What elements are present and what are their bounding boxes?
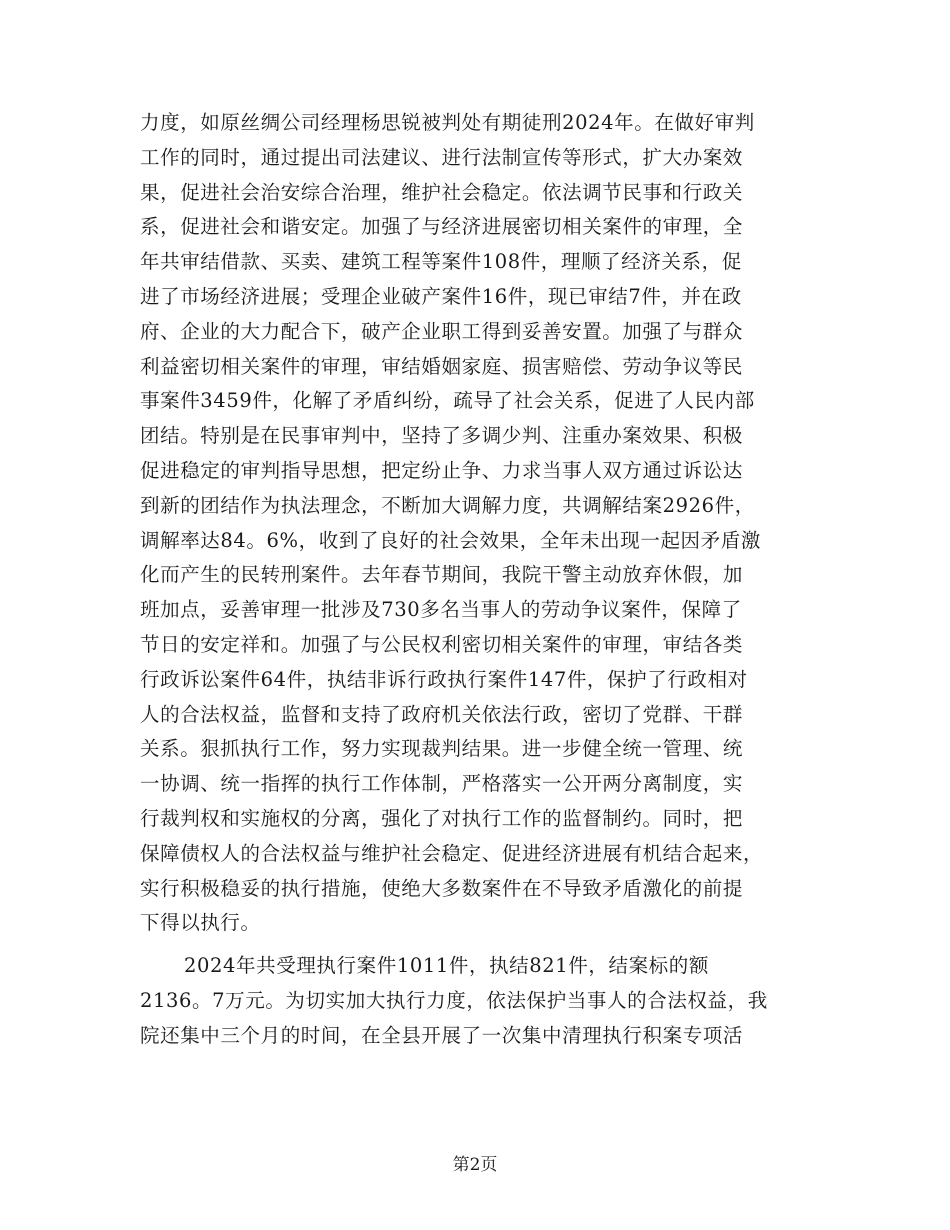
text-line: 年共审结借款、买卖、建筑工程等案件108件，理顺了经济关系，促 <box>140 250 742 274</box>
text-line: 2024年共受理执行案件1011件，执结821件，结案标的额 <box>184 954 709 978</box>
body-text <box>140 106 820 1054</box>
text-line: 促进稳定的审判指导思想，把定纷止争、力求当事人双方通过诉讼达 <box>140 458 744 482</box>
paragraph-gap <box>140 941 820 949</box>
text-line: 力度，如原丝绸公司经理杨思锐被判处有期徒刑2024年。在做好审判 <box>140 111 755 134</box>
text-line: 化而产生的民转刑案件。去年春节期间，我院干警主动放弃休假，加 <box>140 563 744 587</box>
text-line: 保障债权人的合法权益与维护社会稳定、促进经济进展有机结合起来， <box>140 841 764 865</box>
text-line: 行裁判权和实施权的分离，强化了对执行工作的监督制约。同时，把 <box>140 806 744 830</box>
text-line: 院还集中三个月的时间，在全县开展了一次集中清理执行积案专项活 <box>140 1023 744 1047</box>
text-line: 下得以执行。 <box>140 911 261 935</box>
text-line: 团结。特别是在民事审判中，坚持了多调少判、注重办案效果、积极 <box>140 424 744 448</box>
text-line: 府、企业的大力配合下，破产企业职工得到妥善安置。加强了与群众 <box>140 319 744 343</box>
text-line: 事案件3459件，化解了矛盾纠纷，疏导了社会关系，促进了人民内部 <box>140 389 755 413</box>
paragraph <box>140 106 820 941</box>
text-line: 节日的安定祥和。加强了与公民权利密切相关案件的审理，审结各类 <box>140 632 744 656</box>
text-line: 人的合法权益，监督和支持了政府机关依法行政，密切了党群、干群 <box>140 702 744 726</box>
text-line: 行政诉讼案件64件，执结非诉行政执行案件147件，保护了行政相对 <box>140 667 748 691</box>
text-line: 关系。狠抓执行工作，努力实现裁判结果。进一步健全统一管理、统 <box>140 737 744 761</box>
text-line: 利益密切相关案件的审理，审结婚姻家庭、损害赔偿、劳动争议等民 <box>140 354 744 378</box>
text-line: 工作的同时，通过提出司法建议、进行法制宣传等形式，扩大办案效 <box>140 145 744 169</box>
text-line: 系，促进社会和谐安定。加强了与经济进展密切相关案件的审理，全 <box>140 215 744 239</box>
text-line: 进了市场经济进展；受理企业破产案件16件，现已审结7件，并在政 <box>140 284 742 308</box>
text-line: 一协调、统一指挥的执行工作体制，严格落实一公开两分离制度，实 <box>140 772 744 796</box>
text-line: 2136。7万元。为切实加大执行力度，依法保护当事人的合法权益，我 <box>140 988 768 1012</box>
paragraph <box>140 949 820 1053</box>
page-number: 第2页 <box>452 1155 498 1175</box>
text-line: 班加点，妥善审理一批涉及730多名当事人的劳动争议案件，保障了 <box>140 598 742 622</box>
text-line: 到新的团结作为执法理念，不断加大调解力度，共调解结案2926件， <box>140 493 755 517</box>
text-line: 果，促进社会治安综合治理，维护社会稳定。依法调节民事和行政关 <box>140 180 744 204</box>
text-line: 调解率达84。6%，收到了良好的社会效果，全年未出现一起因矛盾激 <box>140 528 761 552</box>
text-line: 实行积极稳妥的执行措施，使绝大多数案件在不导致矛盾激化的前提 <box>140 876 744 900</box>
